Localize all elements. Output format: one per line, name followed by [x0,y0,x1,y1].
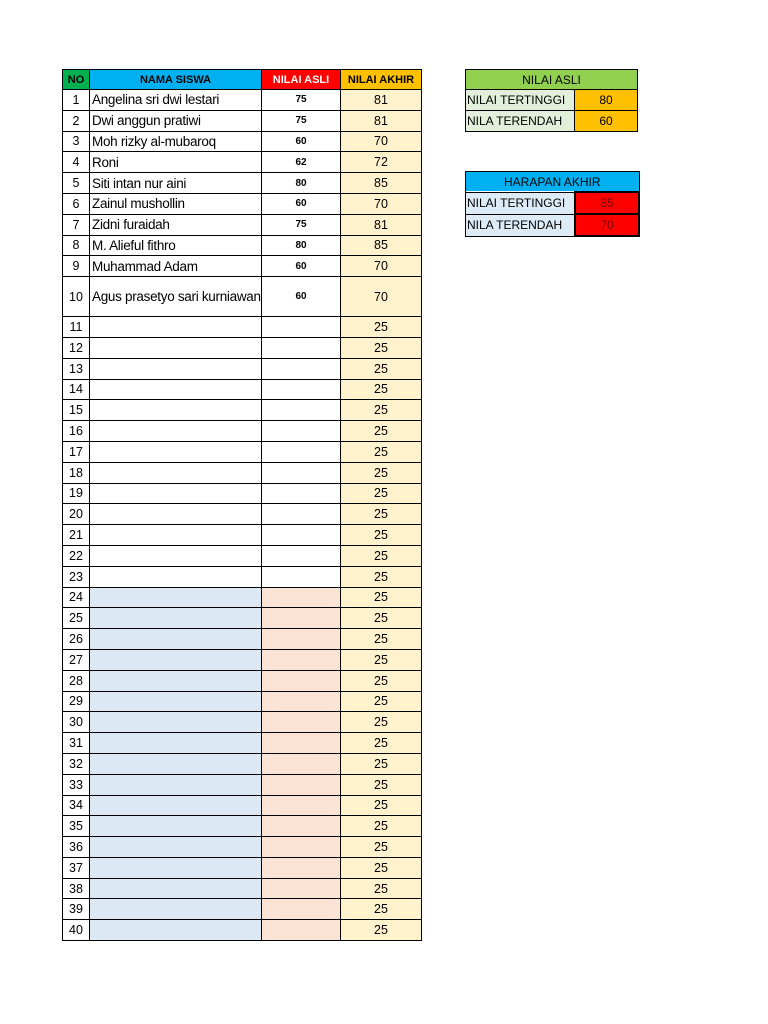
row-number-cell[interactable]: 31 [63,733,90,754]
nilai-akhir-cell[interactable]: 25 [341,857,422,878]
table-row [63,608,422,629]
nilai-asli-cell[interactable] [262,525,341,546]
summary-row [466,90,638,111]
row-number-cell[interactable]: 36 [63,837,90,858]
nilai-akhir-cell[interactable]: 72 [341,152,422,173]
row-number-cell[interactable]: 18 [63,462,90,483]
table-row [63,400,422,421]
nilai-asli-cell[interactable] [262,733,341,754]
row-number-cell[interactable]: 19 [63,483,90,504]
row-number-cell[interactable]: 9 [63,256,90,277]
harapan-min-value[interactable]: 70 [575,214,639,236]
row-number-cell[interactable]: 7 [63,214,90,235]
student-name-cell[interactable] [90,691,262,712]
row-number-cell[interactable]: 39 [63,899,90,920]
table-row [63,337,422,358]
nilai-akhir-cell[interactable]: 25 [341,816,422,837]
student-name-cell[interactable] [90,483,262,504]
header-no[interactable]: NO [63,70,90,90]
harapan-akhir-summary-table [465,171,640,237]
summary-row [466,111,638,132]
nilai-akhir-cell[interactable]: 70 [341,277,422,317]
nilai-akhir-cell[interactable]: 81 [341,214,422,235]
nilai-asli-cell[interactable]: 75 [262,214,341,235]
nilai-asli-cell[interactable] [262,504,341,525]
table-row [63,587,422,608]
header-row [63,70,422,90]
nilai-akhir-cell[interactable]: 25 [341,358,422,379]
nilai-akhir-cell[interactable]: 25 [341,441,422,462]
student-name-cell[interactable] [90,857,262,878]
nilai-akhir-cell[interactable]: 25 [341,837,422,858]
student-name-cell[interactable] [90,878,262,899]
row-number-cell[interactable]: 8 [63,235,90,256]
student-name-cell[interactable] [90,649,262,670]
nilai-akhir-cell[interactable]: 25 [341,587,422,608]
table-row [63,629,422,650]
table-row [63,899,422,920]
student-name-cell[interactable] [90,837,262,858]
row-number-cell[interactable]: 10 [63,277,90,317]
nilai-asli-cell[interactable] [262,649,341,670]
student-name-cell[interactable] [90,400,262,421]
table-row [63,317,422,338]
student-grades-table [62,69,422,941]
row-number-cell[interactable]: 27 [63,649,90,670]
table-row [63,753,422,774]
table-row [63,152,422,173]
table-row [63,379,422,400]
student-name-cell[interactable]: Dwi anggun pratiwi [90,110,262,131]
student-name-cell[interactable] [90,421,262,442]
nilai-akhir-cell[interactable]: 25 [341,691,422,712]
nilai-asli-cell[interactable]: 80 [262,173,341,194]
nilai-akhir-cell[interactable]: 25 [341,774,422,795]
row-number-cell[interactable]: 25 [63,608,90,629]
row-number-cell[interactable]: 3 [63,131,90,152]
row-number-cell[interactable]: 22 [63,545,90,566]
table-row [63,173,422,194]
row-number-cell[interactable]: 34 [63,795,90,816]
nilai-asli-cell[interactable]: 60 [262,193,341,214]
nilai-asli-cell[interactable] [262,317,341,338]
nilai-akhir-cell[interactable]: 70 [341,131,422,152]
row-number-cell[interactable]: 6 [63,193,90,214]
student-name-cell[interactable] [90,525,262,546]
row-number-cell[interactable]: 13 [63,358,90,379]
header-nilai-asli[interactable]: NILAI ASLI [262,70,341,90]
student-name-cell[interactable]: Zidni furaidah [90,214,262,235]
student-name-cell[interactable]: Angelina sri dwi lestari [90,90,262,111]
nilai-akhir-cell[interactable]: 85 [341,173,422,194]
student-name-cell[interactable]: M. Alieful fithro [90,235,262,256]
nilai-akhir-cell[interactable]: 25 [341,649,422,670]
row-number-cell[interactable]: 29 [63,691,90,712]
nilai-asli-cell[interactable]: 75 [262,90,341,111]
nilai-akhir-cell[interactable]: 25 [341,337,422,358]
student-name-cell[interactable] [90,587,262,608]
row-number-cell[interactable]: 4 [63,152,90,173]
nilai-asli-cell[interactable]: 60 [262,131,341,152]
nilai-asli-cell[interactable] [262,857,341,878]
nilai-asli-cell[interactable] [262,337,341,358]
nilai-akhir-cell[interactable]: 25 [341,400,422,421]
nilai-akhir-cell[interactable]: 81 [341,90,422,111]
table-row [63,441,422,462]
harapan-min-label[interactable]: NILA TERENDAH [466,214,576,236]
nilai-asli-title[interactable]: NILAI ASLI [466,70,638,90]
nilai-akhir-cell[interactable]: 25 [341,878,422,899]
row-number-cell[interactable]: 35 [63,816,90,837]
nilai-asli-summary-table [465,69,638,132]
nilai-asli-cell[interactable] [262,400,341,421]
student-name-cell[interactable]: Zainul mushollin [90,193,262,214]
student-name-cell[interactable] [90,899,262,920]
nilai-asli-cell[interactable] [262,774,341,795]
nilai-asli-cell[interactable] [262,899,341,920]
student-name-cell[interactable] [90,629,262,650]
nilai-akhir-cell[interactable]: 70 [341,193,422,214]
student-name-cell[interactable] [90,441,262,462]
row-number-cell[interactable]: 37 [63,857,90,878]
table-row [63,795,422,816]
row-number-cell[interactable]: 20 [63,504,90,525]
student-name-cell[interactable] [90,712,262,733]
nilai-akhir-cell[interactable]: 25 [341,899,422,920]
nilai-asli-cell[interactable] [262,837,341,858]
student-name-cell[interactable] [90,566,262,587]
nilai-akhir-cell[interactable]: 25 [341,608,422,629]
student-name-cell[interactable] [90,920,262,941]
header-nama-siswa[interactable]: NAMA SISWA [90,70,262,90]
student-name-cell[interactable] [90,337,262,358]
nilai-asli-max-value[interactable]: 80 [575,90,638,111]
nilai-asli-cell[interactable] [262,670,341,691]
row-number-cell[interactable]: 24 [63,587,90,608]
row-number-cell[interactable]: 17 [63,441,90,462]
nilai-asli-cell[interactable] [262,920,341,941]
row-number-cell[interactable]: 23 [63,566,90,587]
nilai-asli-cell[interactable] [262,358,341,379]
student-name-cell[interactable]: Muhammad Adam [90,256,262,277]
nilai-akhir-cell[interactable]: 25 [341,629,422,650]
nilai-akhir-cell[interactable]: 25 [341,712,422,733]
student-name-cell[interactable]: Roni [90,152,262,173]
nilai-akhir-cell[interactable]: 25 [341,462,422,483]
student-name-cell[interactable] [90,379,262,400]
nilai-asli-cell[interactable] [262,816,341,837]
table-row [63,90,422,111]
table-row [63,691,422,712]
nilai-asli-cell[interactable] [262,608,341,629]
table-row [63,214,422,235]
row-number-cell[interactable]: 32 [63,753,90,774]
table-row [63,131,422,152]
row-number-cell[interactable]: 33 [63,774,90,795]
student-name-cell[interactable]: Agus prasetyo sari kurniawan [90,277,262,317]
nilai-asli-cell[interactable] [262,421,341,442]
table-row [63,358,422,379]
student-name-cell[interactable] [90,358,262,379]
row-number-cell[interactable]: 15 [63,400,90,421]
nilai-akhir-cell[interactable]: 25 [341,545,422,566]
nilai-asli-cell[interactable] [262,462,341,483]
table-row [63,878,422,899]
table-row [63,712,422,733]
table-row [63,421,422,442]
nilai-akhir-cell[interactable]: 25 [341,421,422,442]
harapan-max-value[interactable]: 85 [575,192,639,214]
row-number-cell[interactable]: 40 [63,920,90,941]
nilai-asli-cell[interactable] [262,753,341,774]
table-row [63,462,422,483]
table-body [63,90,422,941]
table-row [63,525,422,546]
nilai-asli-cell[interactable] [262,587,341,608]
row-number-cell[interactable]: 21 [63,525,90,546]
nilai-asli-cell[interactable] [262,566,341,587]
table-row [63,649,422,670]
nilai-akhir-cell[interactable]: 25 [341,566,422,587]
harapan-akhir-title[interactable]: HARAPAN AKHIR [466,172,640,193]
nilai-asli-cell[interactable] [262,629,341,650]
nilai-akhir-cell[interactable]: 25 [341,483,422,504]
row-number-cell[interactable]: 14 [63,379,90,400]
nilai-asli-cell[interactable] [262,795,341,816]
row-number-cell[interactable]: 30 [63,712,90,733]
table-row [63,920,422,941]
nilai-asli-cell[interactable] [262,712,341,733]
nilai-akhir-cell[interactable]: 25 [341,795,422,816]
table-row [63,816,422,837]
nilai-asli-cell[interactable] [262,545,341,566]
nilai-asli-cell[interactable]: 62 [262,152,341,173]
nilai-akhir-cell[interactable]: 25 [341,317,422,338]
summary-row [466,192,640,214]
nilai-akhir-cell[interactable]: 25 [341,753,422,774]
row-number-cell[interactable]: 26 [63,629,90,650]
row-number-cell[interactable]: 12 [63,337,90,358]
row-number-cell[interactable]: 16 [63,421,90,442]
table-row [63,193,422,214]
student-name-cell[interactable] [90,545,262,566]
nilai-asli-cell[interactable]: 80 [262,235,341,256]
student-name-cell[interactable] [90,504,262,525]
student-name-cell[interactable] [90,816,262,837]
row-number-cell[interactable]: 28 [63,670,90,691]
table-row [63,256,422,277]
student-name-cell[interactable] [90,753,262,774]
nilai-akhir-cell[interactable]: 25 [341,670,422,691]
nilai-asli-cell[interactable] [262,483,341,504]
summary-row [466,214,640,236]
row-number-cell[interactable]: 5 [63,173,90,194]
table-row [63,483,422,504]
row-number-cell[interactable]: 38 [63,878,90,899]
table-row [63,566,422,587]
nilai-akhir-cell[interactable]: 70 [341,256,422,277]
student-name-cell[interactable] [90,774,262,795]
row-number-cell[interactable]: 2 [63,110,90,131]
table-row [63,670,422,691]
table-row [63,110,422,131]
table-row [63,837,422,858]
table-row [63,545,422,566]
table-row [63,733,422,754]
nilai-akhir-cell[interactable]: 25 [341,920,422,941]
row-number-cell[interactable]: 11 [63,317,90,338]
table-row [63,277,422,317]
student-name-cell[interactable]: Moh rizky al-mubaroq [90,131,262,152]
student-name-cell[interactable] [90,795,262,816]
student-name-cell[interactable] [90,608,262,629]
nilai-asli-max-label[interactable]: NILAI TERTINGGI [466,90,575,111]
row-number-cell[interactable]: 1 [63,90,90,111]
student-name-cell[interactable] [90,317,262,338]
harapan-max-label[interactable]: NILAI TERTINGGI [466,192,576,214]
student-name-cell[interactable]: Siti intan nur aini [90,173,262,194]
nilai-asli-cell[interactable]: 75 [262,110,341,131]
nilai-asli-min-label[interactable]: NILA TERENDAH [466,111,575,132]
nilai-akhir-cell[interactable]: 85 [341,235,422,256]
nilai-akhir-cell[interactable]: 25 [341,733,422,754]
student-name-cell[interactable] [90,462,262,483]
nilai-akhir-cell[interactable]: 25 [341,525,422,546]
table-row [63,504,422,525]
nilai-asli-cell[interactable] [262,441,341,462]
nilai-asli-min-value[interactable]: 60 [575,111,638,132]
header-nilai-akhir[interactable]: NILAI AKHIR [341,70,422,90]
nilai-akhir-cell[interactable]: 81 [341,110,422,131]
table-row [63,774,422,795]
nilai-asli-cell[interactable] [262,691,341,712]
nilai-asli-cell[interactable]: 60 [262,256,341,277]
nilai-akhir-cell[interactable]: 25 [341,379,422,400]
nilai-asli-cell[interactable] [262,379,341,400]
table-row [63,235,422,256]
nilai-akhir-cell[interactable]: 25 [341,504,422,525]
student-name-cell[interactable] [90,670,262,691]
table-row [63,857,422,878]
nilai-asli-cell[interactable] [262,878,341,899]
student-name-cell[interactable] [90,733,262,754]
nilai-asli-cell[interactable]: 60 [262,277,341,317]
